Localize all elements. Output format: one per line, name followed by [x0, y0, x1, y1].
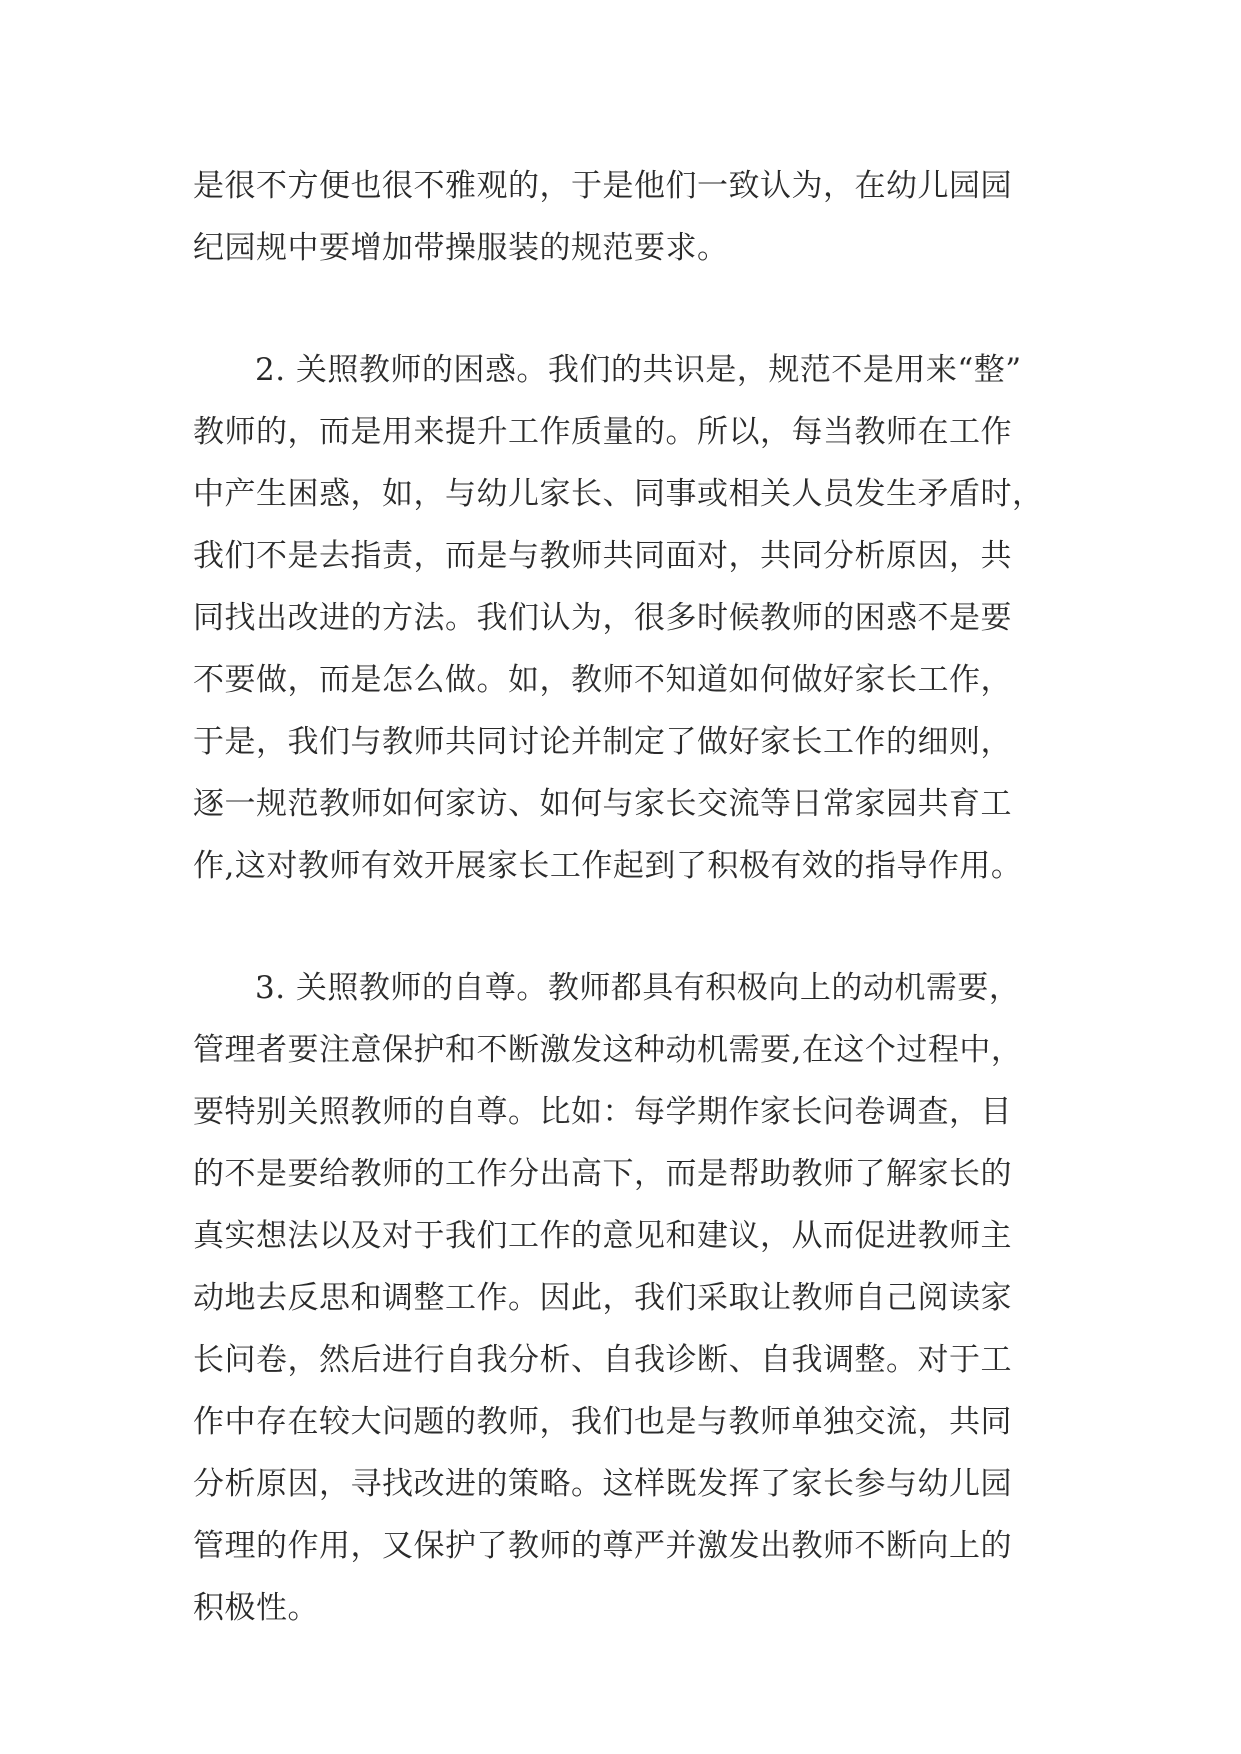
text-line: 纪园规中要增加带操服装的规范要求。 — [193, 230, 729, 266]
text-line: 管理者要注意保护和不断激发这种动机需要,在这个过程中， — [193, 1032, 1023, 1068]
text-line: 分析原因，寻找改进的策略。这样既发挥了家长参与幼儿园 — [193, 1466, 1012, 1502]
text-line: 动地去反思和调整工作。因此，我们采取让教师自己阅读家 — [193, 1280, 1012, 1316]
text-line: 2. 关照教师的困惑。我们的共识是，规范不是用来“整” — [255, 352, 1022, 388]
text-line: 要特别关照教师的自尊。比如：每学期作家长问卷调查，目 — [193, 1094, 1012, 1130]
text-line: 中产生困惑，如，与幼儿家长、同事或相关人员发生矛盾时， — [193, 476, 1044, 512]
text-line: 管理的作用，又保护了教师的尊严并激发出教师不断向上的 — [193, 1528, 1012, 1564]
text-line: 作,这对教师有效开展家长工作起到了积极有效的指导作用。 — [193, 848, 1023, 884]
text-line: 的不是要给教师的工作分出高下，而是帮助教师了解家长的 — [193, 1156, 1012, 1192]
text-line: 我们不是去指责，而是与教师共同面对，共同分析原因，共 — [193, 538, 1012, 574]
text-line: 于是，我们与教师共同讨论并制定了做好家长工作的细则， — [193, 724, 1012, 760]
text-line: 同找出改进的方法。我们认为，很多时候教师的困惑不是要 — [193, 600, 1012, 636]
text-line: 积极性。 — [193, 1590, 319, 1626]
text-line: 3. 关照教师的自尊。教师都具有积极向上的动机需要， — [255, 970, 1021, 1006]
text-line: 是很不方便也很不雅观的，于是他们一致认为，在幼儿园园 — [193, 168, 1012, 204]
text-line: 教师的，而是用来提升工作质量的。所以，每当教师在工作 — [193, 414, 1012, 450]
text-line: 作中存在较大问题的教师，我们也是与教师单独交流，共同 — [193, 1404, 1012, 1440]
text-line: 逐一规范教师如何家访、如何与家长交流等日常家园共育工 — [193, 786, 1012, 822]
text-line: 长问卷，然后进行自我分析、自我诊断、自我调整。对于工 — [193, 1342, 1012, 1378]
text-line: 真实想法以及对于我们工作的意见和建议，从而促进教师主 — [193, 1218, 1012, 1254]
text-line: 不要做，而是怎么做。如，教师不知道如何做好家长工作， — [193, 662, 1012, 698]
